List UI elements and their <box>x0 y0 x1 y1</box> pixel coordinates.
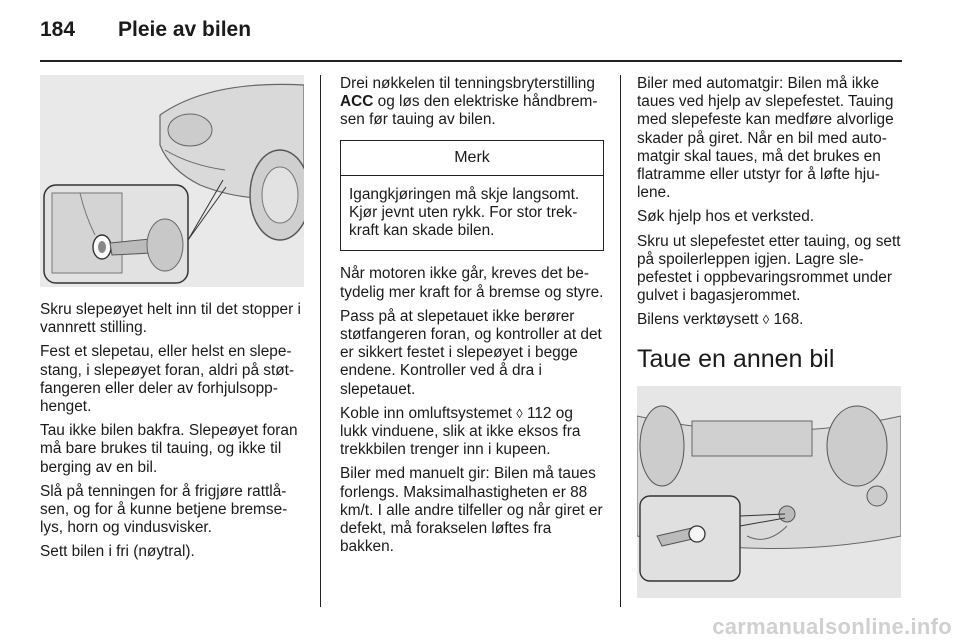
page-number: 184 <box>40 18 76 41</box>
car-front-drawing <box>40 75 304 287</box>
col1-paragraph: Slå på tenningen for å frigjøre rattlåsen, og for å kunne betjene bremselys, horn og vindusvisker. <box>40 482 288 537</box>
column-3 <box>637 75 903 598</box>
column-2 <box>340 75 604 562</box>
col1-paragraph: Tau ikke bilen bakfra. Slepeøyet foran må bare brukes til tauing, og ikke til berging av en bil. <box>40 422 298 476</box>
col2-paragraph: Pass på at slepetauet ikke berører støtfangeren foran, og kontroller at det er sikkert festet i slepeøyet i begge endene. Kontroller ved å dra i slepetauet. <box>340 307 602 398</box>
page-title: Pleie av bilen <box>118 18 252 41</box>
col3-paragraph: Søk hjelp hos et verksted. <box>637 208 815 226</box>
col1-paragraph: Sett bilen i fri (nøytral). <box>40 543 195 561</box>
column-divider <box>620 75 621 607</box>
column-divider <box>320 75 321 607</box>
section-heading: Taue en annen bil <box>637 344 835 373</box>
page-header <box>40 18 251 48</box>
watermark: carmanualsonline.info <box>712 614 952 639</box>
col2-paragraph: Biler med manuelt gir: Bilen må taues forlengs. Maksimalhastigheten er 88 km/t. I alle andre tilfeller og når giret er defekt, må forakselen løftes fra bakken. <box>340 465 603 556</box>
front-tow-eye-illustration <box>40 75 304 287</box>
page-ref-icon: ◊ <box>762 312 770 328</box>
car-rear-drawing <box>637 386 901 598</box>
page-ref-icon: ◊ <box>516 405 523 421</box>
page-ref-link[interactable]: 112 <box>526 404 552 422</box>
col1-paragraph: Skru slepeøyet helt inn til det stopper i vannrett stilling. <box>40 301 301 337</box>
note-title: Merk <box>341 141 603 176</box>
header-divider <box>40 60 902 62</box>
note-body: Igangkjøringen må skje langsomt. Kjør jevnt uten rykk. For stor trekkraft kan skade bilen. <box>349 185 580 240</box>
note-box <box>340 140 604 252</box>
column-1 <box>40 75 304 568</box>
col1-paragraph: Fest et slepetau, eller helst en slepestang, i slepeøyet foran, aldri på støtfangeren eller deler av forhjulsopphenget. <box>40 343 295 416</box>
acc-label: ACC <box>340 93 374 111</box>
col3-paragraph: Skru ut slepefestet etter tauing, og sett på spoilerleppen igjen. Lagre slepefestet i oppbevaringsrommet under gulvet i bagasjerommet. <box>637 232 901 305</box>
col2-paragraph: Koble inn omluftsystemet ◊ 112 og lukk vinduene, slik at ikke eksos fra trekkbilen trenger inn i kupeen. <box>340 404 581 459</box>
col3-paragraph: Bilens verktøysett ◊ 168. <box>637 311 804 329</box>
col3-paragraph: Biler med automatgir: Bilen må ikke taues ved hjelp av slepefestet. Tauing med slepefeste kan medføre alvorlige skader på giret. Når en bil med automatgir skal taues, må det brukes en flatramme eller utstyr for å løfte hjulene. <box>637 75 894 202</box>
col2-paragraph: Når motoren ikke går, kreves det betydelig mer kraft for å bremse og styre. <box>340 265 604 301</box>
acc-instruction: Drei nøkkelen til tenningsbryterstilling ACC og løs den elektriske håndbremsen før tauing av bilen. <box>340 75 598 129</box>
page-ref-link[interactable]: 168 <box>773 311 800 329</box>
rear-tow-eye-illustration <box>637 386 901 598</box>
